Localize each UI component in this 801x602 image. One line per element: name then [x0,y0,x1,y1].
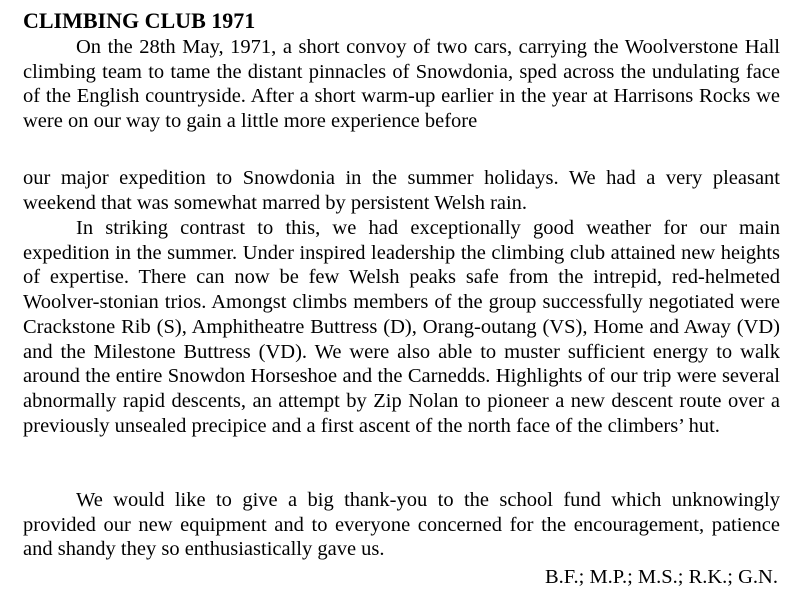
paragraph-summer-expedition: In striking contrast to this, we had exceptionally good weather for our main expedition in the summer. Under inspired leadership the climbing club attained new heights of expertise. There can now be few Welsh peaks safe from the intrepid, red-helmeted Woolver-stonian trios. Amongst climbs members of the group successfully negotiated were Crackstone Rib (S), Amphitheatre Buttress (D), Orang-outang (VS), Home and Away (VD) and the Milestone Buttress (VD). We were also able to muster sufficient energy to walk around the entire Snowdon Horseshoe and the Carnedds. Highlights of our trip were several abnormally rapid descents, an attempt by Zip Nolan to pioneer a new descent route over a previously unsealed precipice and a first ascent of the north face of the climbers’ hut. [23,217,780,437]
author-initials: B.F.; M.P.; M.S.; R.K.; G.N. [544,566,778,588]
paragraph-convoy: On the 28th May, 1971, a short convoy of two cars, carrying the Woolverstone Hall climbing team to tame the distant pinnacles of Snowdonia, sped across the undulating face of the English countryside. After a short warm-up earlier in the year at Harrisons Rocks we were on our way to gain a little more experience before [23,36,780,133]
paragraph-thanks: We would like to give a big thank-you to the school fund which unknowingly provided our new equipment and to everyone concerned for the encouragement, patience and shandy they so enthusiastically gave us. [23,489,780,561]
paragraph-expedition-continued: our major expedition to Snowdonia in the summer holidays. We had a very pleasant weekend that was somewhat marred by persistent Welsh rain. [23,167,780,214]
article-title: CLIMBING CLUB 1971 [23,8,256,33]
